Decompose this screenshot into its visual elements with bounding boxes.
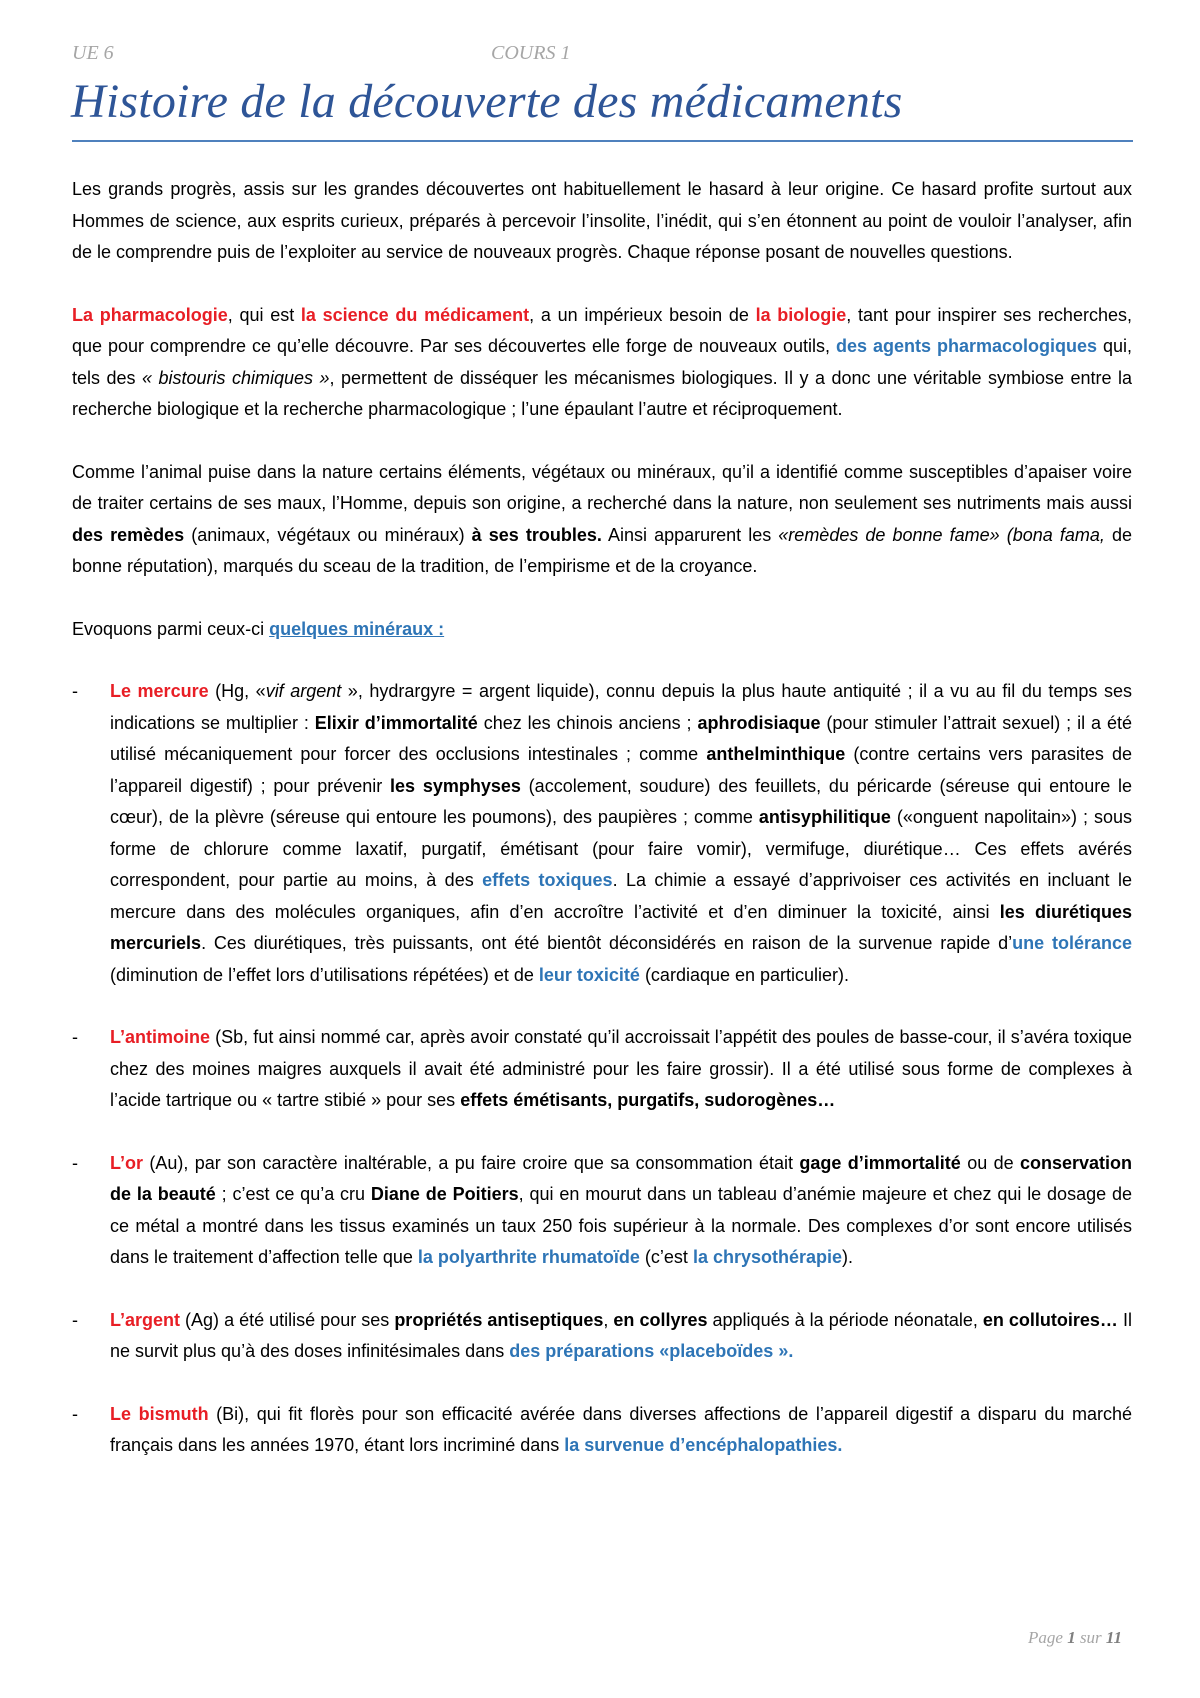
term-collutoires: en collutoires… bbox=[982, 1309, 1118, 1330]
text: (diminution de l’effet lors d’utilisations répétées) et de bbox=[110, 964, 539, 985]
text: (animaux, végétaux ou minéraux) bbox=[184, 524, 472, 545]
list-item-mercure bbox=[72, 676, 1132, 991]
current-page: 1 bbox=[1067, 1628, 1076, 1647]
text: , qui en mourut dans un tableau d’anémie majeure et chez qui le dosage de ce métal a montré dans les tissus examinés un taux 250 fois supérieur à la normale. Des complexes d’or sont encore utilisés dans le traitement d’affection telle que bbox=[110, 1184, 1132, 1267]
term-antisyphilitique: antisyphilitique bbox=[758, 807, 891, 827]
minerals-list bbox=[72, 676, 1132, 1462]
term-symphyses: les symphyses bbox=[390, 775, 521, 796]
text: (Sb, fut ainsi nommé car, après avoir constaté qu’il accroissait l’appétit des poules de basse-cour, il s’avéra toxique chez des moines maigres auxquels il avait été administré pour les faire grossir). Il a été utilisé sous forme de complexes à l’acide tartrique ou « tartre stibié » pour ses bbox=[110, 1027, 1132, 1110]
term-vif-argent: vif argent bbox=[265, 681, 342, 701]
header-course-number: COURS 1 bbox=[491, 42, 571, 64]
text: qui, tels des bbox=[72, 336, 1132, 388]
text: (contre certains vers parasites de l’appareil digestif) ; pour prévenir bbox=[110, 744, 1133, 796]
text: (cardiaque en particulier). bbox=[639, 964, 850, 985]
term-antiseptiques: propriétés antiseptiques bbox=[394, 1309, 604, 1330]
term-biologie: la biologie bbox=[755, 304, 847, 325]
text: , tant pour inspirer ses recherches, que pour comprendre ce qu’elle découvre. Par ses découvertes elle forge de nouveaux outils, bbox=[72, 304, 1132, 356]
text: . La chimie a essayé d’apprivoiser ces activités en incluant le mercure dans des molécules organiques, afin d’en accroître l’activité et d’en diminuer la toxicité, ainsi bbox=[110, 870, 1132, 922]
text: Ainsi apparurent les bbox=[601, 524, 779, 545]
term-science-du-medicament: la science du médicament bbox=[300, 304, 530, 325]
text: Evoquons parmi ceux-ci bbox=[72, 618, 270, 639]
term-diane-de-poitiers: Diane de Poitiers bbox=[370, 1184, 519, 1204]
term-remedes: des remèdes bbox=[72, 524, 185, 545]
text: (Au), par son caractère inaltérable, a pu faire croire que sa consommation était bbox=[143, 1152, 800, 1173]
term-conservation-beaute: conservation de la beauté bbox=[110, 1152, 1133, 1204]
text: (accolement, soudure) des feuillets, du péricarde (séreuse qui entoure le cœur), de la plèvre (séreuse qui entoure les poumons), des paupières ; comme bbox=[110, 775, 1133, 827]
term-agents-pharmacologiques: des agents pharmacologiques bbox=[835, 336, 1097, 356]
text: (c’est bbox=[639, 1247, 693, 1267]
mineral-name: Le mercure bbox=[110, 681, 209, 701]
intro-text: Les grands progrès, assis sur les grandes découvertes ont habituellement le hasard à leur origine. Ce hasard profite surtout aux Hommes de science, aux esprits curieux, préparés à percevoir l’insolite, l’inédit, qui s’en étonnent au point de vouloir l’analyser, afin de le comprendre puis de l’exploiter au service de nouveaux progrès. Chaque réponse posant de nouvelles questions. bbox=[72, 179, 1132, 262]
intro-paragraph bbox=[72, 174, 1132, 269]
header-course-code: UE 6 bbox=[72, 42, 114, 64]
text: , qui est bbox=[227, 304, 301, 325]
text: chez les chinois anciens ; bbox=[477, 712, 698, 733]
remedies-paragraph bbox=[72, 457, 1132, 583]
text: , bbox=[603, 1309, 614, 1330]
term-bistouris-chimiques: « bistouris chimiques » bbox=[141, 367, 330, 388]
text: («onguent napolitain») ; sous forme de chlorure comme laxatif, purgatif, émétisant (pour faire vomir), vermifuge, diurétique… Ces effets avérés correspondent, pour partie au moins, à des bbox=[110, 807, 1132, 890]
title-underline bbox=[72, 140, 1133, 142]
term-aphrodisiaque: aphrodisiaque bbox=[697, 712, 821, 733]
mineral-name: L’or bbox=[110, 1152, 144, 1173]
term-polyarthrite: la polyarthrite rhumatoïde bbox=[417, 1247, 640, 1267]
pharmacology-paragraph bbox=[72, 300, 1132, 426]
text: Il ne survit plus qu’à des doses infinitésimales dans bbox=[110, 1309, 1132, 1361]
text: , a un impérieux besoin de bbox=[529, 304, 756, 325]
term-pharmacologie: La pharmacologie bbox=[72, 304, 228, 325]
text: . Ces diurétiques, très puissants, ont été bientôt déconsidérés en raison de la survenue rapide d’ bbox=[201, 933, 1013, 953]
text: ou de bbox=[960, 1152, 1020, 1173]
term-bonne-fame: «remèdes de bonne fame» (bona fama, bbox=[778, 524, 1105, 545]
text: (Hg, « bbox=[208, 681, 266, 701]
term-troubles: à ses troubles. bbox=[471, 524, 602, 545]
quelques-mineraux-link[interactable]: quelques minéraux : bbox=[269, 618, 445, 639]
sur-label: sur bbox=[1079, 1628, 1102, 1647]
term-collyres: en collyres bbox=[613, 1309, 708, 1330]
term-gage-immortalite: gage d’immortalité bbox=[799, 1152, 961, 1173]
text: Comme l’animal puise dans la nature certains éléments, végétaux ou minéraux, qu’il a identifié comme susceptibles d’apaiser voire de traiter certains de ses maux, l’Homme, depuis son origine, a recherché dans la nature, non seulement ses nutriments mais aussi bbox=[72, 461, 1132, 513]
total-pages: 11 bbox=[1105, 1628, 1122, 1647]
text: appliqués à la période néonatale, bbox=[707, 1309, 983, 1330]
term-elixir: Elixir d’immortalité bbox=[314, 712, 478, 733]
mineral-name: L’argent bbox=[110, 1309, 181, 1330]
minerals-intro bbox=[72, 614, 1132, 646]
text: de bonne réputation), marqués du sceau de la tradition, de l’empirisme et de la croyance. bbox=[72, 524, 1132, 576]
term-effets-emetisants: effets émétisants, purgatifs, sudorogènes… bbox=[460, 1090, 836, 1110]
term-chrysotherapie: la chrysothérapie bbox=[692, 1247, 842, 1267]
list-item-argent bbox=[72, 1305, 1132, 1368]
term-toxicite: leur toxicité bbox=[538, 964, 640, 985]
term-tolerance: une tolérance bbox=[1012, 933, 1132, 953]
text: (Bi), qui fit florès pour son efficacité avérée dans diverses affections de l’appareil digestif a disparu du marché français dans les années 1970, étant lors incriminé dans bbox=[110, 1403, 1132, 1455]
term-anthelminthique: anthelminthique bbox=[706, 744, 846, 764]
text: ; c’est ce qu’a cru bbox=[215, 1184, 371, 1204]
term-encephalopathies: la survenue d’encéphalopathies. bbox=[564, 1435, 843, 1455]
page-number bbox=[1028, 1628, 1122, 1648]
text: », hydrargyre = argent liquide), connu depuis la plus haute antiquité ; il a vu au fil du temps ses indications se multiplier : bbox=[110, 681, 1132, 733]
list-item-bismuth bbox=[72, 1399, 1132, 1462]
text: (Ag) a été utilisé pour ses bbox=[180, 1309, 395, 1330]
term-placeboides: des préparations «placeboïdes ». bbox=[509, 1341, 794, 1361]
page-title: Histoire de la découverte des médicaments bbox=[71, 75, 903, 128]
list-item-antimoine bbox=[72, 1022, 1132, 1117]
document-body bbox=[72, 174, 1132, 1493]
mineral-name: Le bismuth bbox=[110, 1403, 209, 1424]
list-item-or bbox=[72, 1148, 1132, 1274]
mineral-name: L’antimoine bbox=[110, 1027, 211, 1047]
term-effets-toxiques: effets toxiques bbox=[482, 870, 613, 890]
text: , permettent de disséquer les mécanismes biologiques. Il y a donc une véritable symbiose entre la recherche biologique et la recherche pharmacologique ; l’une épaulant l’autre et réciproquement. bbox=[72, 367, 1132, 419]
page-label: Page bbox=[1028, 1628, 1063, 1647]
text: ). bbox=[842, 1247, 853, 1267]
term-diuretiques-mercuriels: les diurétiques mercuriels bbox=[110, 901, 1132, 953]
text: (pour stimuler l’attrait sexuel) ; il a été utilisé mécaniquement pour forcer des occlusions intestinales ; comme bbox=[110, 712, 1132, 764]
